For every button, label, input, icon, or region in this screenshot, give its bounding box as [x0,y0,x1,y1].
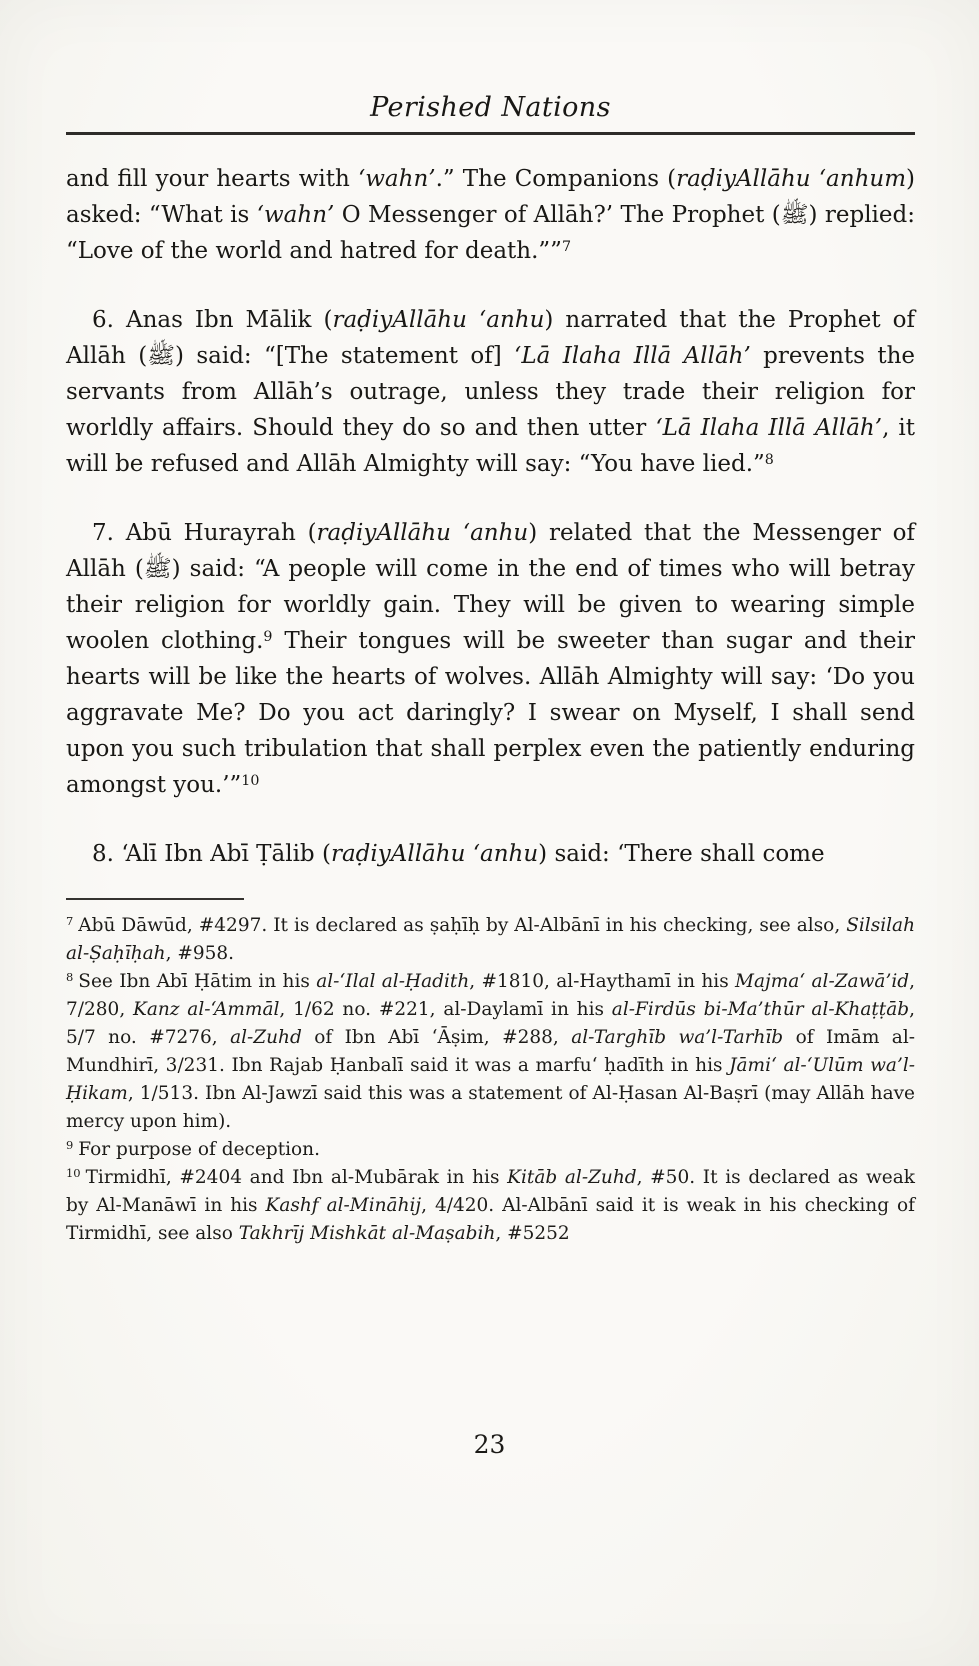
footnote-text-7: Abū Dāwūd, #4297. It is declared as ṣaḥīḥ by Al-Albānī in his checking, see also, Silsilah al-Ṣaḥīḥah, #958. [66,915,915,964]
footnote-marker-7: 7 [66,914,74,929]
page-number: 23 [473,1430,506,1459]
footnotes-section [0,912,979,1248]
footnote-8 [66,968,915,1136]
footnote-9 [66,1136,915,1164]
body-text [66,161,915,872]
paragraph-hadith-8: 8. ‘Alī Ibn Abī Ṭālib (raḍiyAllāhu ‘anhu) said: ‘There shall come [92,841,825,867]
footnote-7 [66,912,915,968]
paragraph-continuation: and fill your hearts with ‘wahn’.” The Companions (raḍiyAllāhu ‘anhum) asked: “What is ‘wahn’ O Messenger of Allāh?’ The Prophet (ﷺ) replied: “Love of the world and hatred for death.””$^7$ [66,166,915,264]
paragraph-hadith-7: 7. Abū Hurayrah (raḍiyAllāhu ‘anhu) related that the Messenger of Allāh (ﷺ) said: “A people will come in the end of times who will betray their religion for worldly gain. They will be given to wearing simple woolen clothing.$^9$ Their tongues will be sweeter than sugar and their hearts will be like the hearts of wolves. Allāh Almighty will say: ‘Do you aggravate Me? Do you act daringly? I swear on Myself, I shall send upon you such tribulation that shall perplex even the patiently enduring amongst you.’”$^{10}$ [66,520,916,798]
paragraph-hadith-6: 6. Anas Ibn Mālik (raḍiyAllāhu ‘anhu) narrated that the Prophet of Allāh (ﷺ) said: “[The statement of] ‘Lā Ilaha Illā Allāh’ prevents the servants from Allāh’s outrage, unless they trade their religion for worldly affairs. Should they do so and then utter ‘Lā Ilaha Illā Allāh’, it will be refused and Allāh Almighty will say: “You have lied.”$^8$ [66,307,916,477]
header-rule [66,132,915,135]
footnote-marker-9: 9 [66,1138,74,1153]
running-header-title: Perished Nations [370,92,611,123]
running-header [66,92,915,135]
footnote-marker-10: 10 [66,1166,81,1181]
footnote-text-9: For purpose of deception. [78,1139,320,1160]
footnote-separator-rule [66,898,244,900]
footnote-10 [66,1164,915,1248]
footnote-marker-8: 8 [66,970,74,985]
page-content [0,92,979,872]
footnote-text-10: Tirmidhī, #2404 and Ibn al-Mubārak in his Kitāb al-Zuhd, #50. It is declared as weak by Al-Manāwī in his Kashf al-Mināhij, 4/420. Al-Albānī said it is weak in his checking of Tirmidhī, see also Takhrīj Mishkāt al-Maṣabih, #5252 [66,1167,916,1244]
footnote-text-8: See Ibn Abī Ḥātim in his al-‘Ilal al-Ḥadith, #1810, al-Haythamī in his Majma‘ al-Zawā’id, 7/280, Kanz al-‘Ammāl, 1/62 no. #221, al-Daylamī in his al-Firdūs bi-Ma’thūr al-Khaṭṭāb, 5/7 no. #7276, al-Zuhd of Ibn Abī ‘Āṣim, #288, al-Targhīb wa’l-Tarhīb of Imām al-Mundhirī, 3/231. Ibn Rajab Ḥanbalī said it was a marfu‘ ḥadīth in his Jāmi‘ al-‘Ulūm wa’l-Ḥikam, 1/513. Ibn Al-Jawzī said this was a statement of Al-Ḥasan Al-Baṣrī (may Allāh have mercy upon him). [66,971,916,1132]
